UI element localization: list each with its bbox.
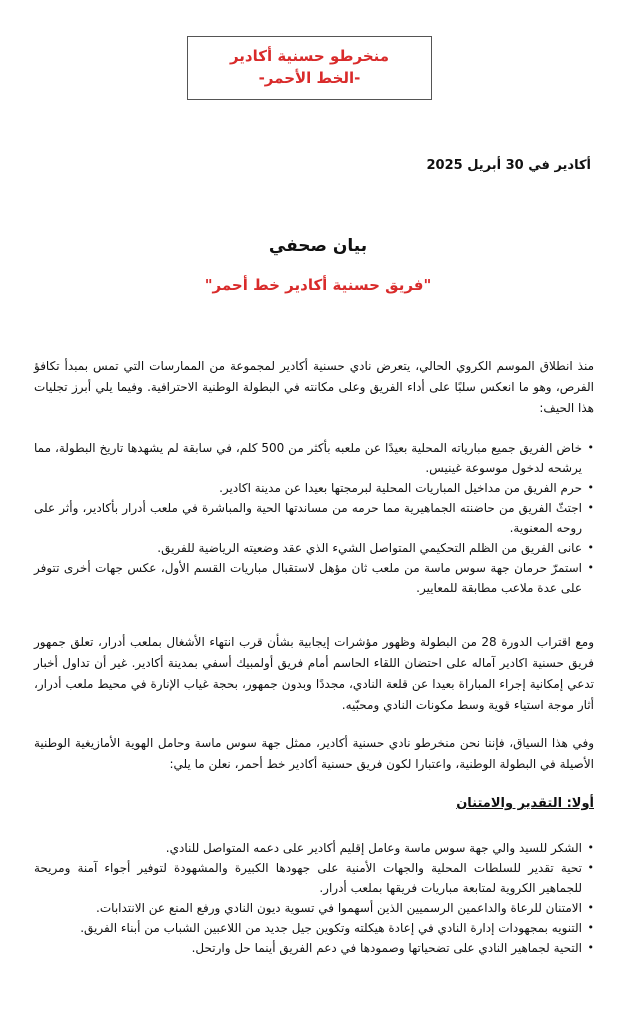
bullet-icon: • — [587, 501, 594, 514]
list-item-text: التحية لجماهير النادي على تضحياتها وصمودها في دعم الفريق أينما حل وارتحل. — [191, 941, 582, 955]
bullet-icon: • — [587, 561, 594, 574]
section-1-title: أولا: التقدير والامتنان — [456, 796, 594, 811]
issues-list — [34, 438, 594, 598]
list-item-text: اجتثّ الفريق من حاضنته الجماهيرية مما حرمه من مساندتها الحية والمباشرة في ملعب أدرار بأكادير، وأثر على روحه المعنوية. — [34, 501, 582, 535]
paragraph-3: وفي هذا السياق، فإننا نحن منخرطو نادي حسنية أكادير، ممثل جهة سوس ماسة وحامل الهوية الأمازيغية الوطنية الأصيلة في البطولة الوطنية، واعتبارا لكون فريق حسنية أكادير خط أحمر، نعلن ما يلي: — [34, 736, 594, 771]
list-item-text: حرم الفريق من مداخيل المباريات المحلية لبرمجتها بعيدا عن مدينة اكادير. — [219, 481, 582, 495]
section-1-list — [34, 838, 594, 958]
list-item — [34, 478, 594, 498]
bullet-icon: • — [587, 541, 594, 554]
intro-paragraph: منذ انطلاق الموسم الكروي الحالي، يتعرض نادي حسنية أكادير لمجموعة من الممارسات التي تمس بمبدأ تكافؤ الفرص، وهو ما انعكس سلبًا على أداء الفريق وعلى مكانته في البطولة الوطنية الاحترافية. وفيما يلي أبرز تجليات هذا الحيف: — [34, 359, 594, 415]
bullet-icon: • — [587, 921, 594, 934]
list-item-text: الشكر للسيد والي جهة سوس ماسة وعامل إقليم أكادير على دعمه المتواصل للنادي. — [165, 841, 582, 855]
header-line-2: -الخط الأحمر- — [258, 69, 361, 87]
page-subtitle: "فريق حسنية أكادير خط أحمر" — [204, 276, 432, 294]
list-item — [34, 838, 594, 858]
paragraph-2: ومع اقتراب الدورة 28 من البطولة وظهور مؤشرات إيجابية بشأن قرب انتهاء الأشغال بملعب أدرار، تعلق جمهور فريق حسنية اكادير آماله على احتضان اللقاء الحاسم أمام فريق أولمبيك أسفي بمدينة أكادير. غير أن تداول أخبار تدعي إمكانية إجراء المباراة بعيدا عن قلعة النادي، مجددًا وبدون جمهور، بحجة غياب الإنارة في محيط ملعب أدرار، أثار موجة استياء قوية وسط مكونات النادي ومحبّيه. — [34, 635, 594, 712]
list-item — [34, 858, 594, 898]
bullet-icon: • — [587, 861, 594, 874]
bullet-icon: • — [587, 841, 594, 854]
list-item — [34, 898, 594, 918]
bullet-icon: • — [587, 441, 594, 454]
list-item-text: الامتنان للرعاة والداعمين الرسميين الذين أسهموا في تسوية ديون النادي ورفع المنع عن الانتدابات. — [96, 901, 582, 915]
date-line: أكادير في 30 أبريل 2025 — [426, 158, 591, 173]
header-line-1: منخرطو حسنية أكادير — [229, 47, 390, 65]
list-item-text: خاض الفريق جميع مبارياته المحلية بعيدًا عن ملعبه بأكثر من 500 كلم، في سابقة لم يشهدها تاريخ البطولة، مما يرشحه لدخول موسوعة غينيس. — [34, 441, 582, 475]
page-title: بيان صحفي — [268, 236, 368, 256]
list-item — [34, 558, 594, 598]
header-box — [187, 36, 432, 100]
list-item — [34, 498, 594, 538]
list-item — [34, 918, 594, 938]
bullet-icon: • — [587, 941, 594, 954]
list-item — [34, 438, 594, 478]
list-item — [34, 538, 594, 558]
list-item-text: عانى الفريق من الظلم التحكيمي المتواصل الشيء الذي عقد وضعيته الرياضية للفريق. — [157, 541, 582, 555]
list-item-text: تحية تقدير للسلطات المحلية والجهات الأمنية على جهودها الكبيرة والمشهودة لتوفير أجواء آمنة ومريحة للجماهير الكروية لمتابعة مباريات فريقها بملعب أدرار. — [34, 861, 582, 895]
list-item — [34, 938, 594, 958]
bullet-icon: • — [587, 481, 594, 494]
list-item-text: استمرّ حرمان جهة سوس ماسة من ملعب ثان مؤهل لاستقبال مباريات القسم الأول، عكس جهات أخرى تتوفر على عدة ملاعب مطابقة للمعايير. — [34, 561, 582, 595]
bullet-icon: • — [587, 901, 594, 914]
list-item-text: التنويه بمجهودات إدارة النادي في إعادة هيكلته وتكوين جيل جديد من اللاعبين الشباب من أبناء الفريق. — [80, 921, 582, 935]
